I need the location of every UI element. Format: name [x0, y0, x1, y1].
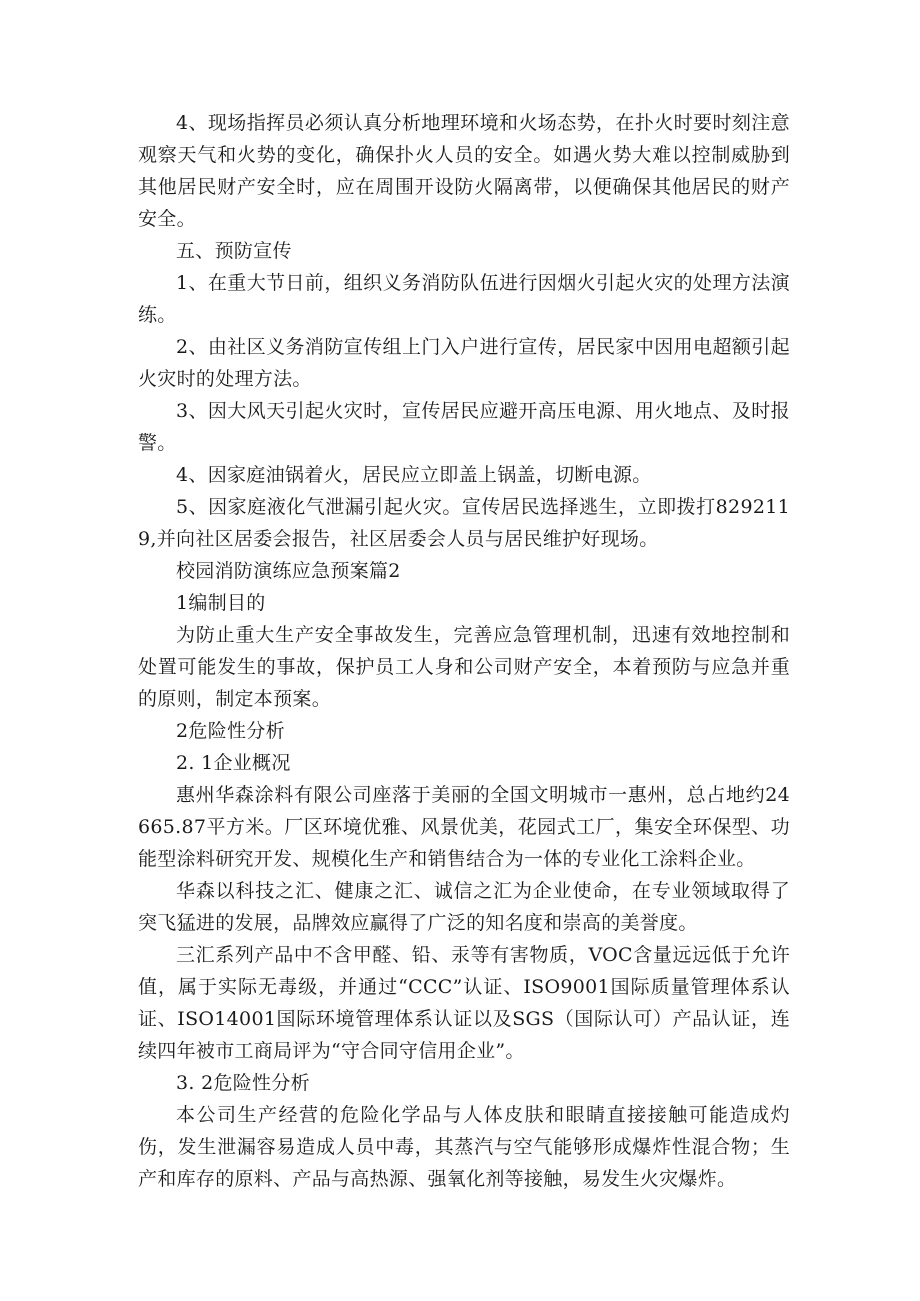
paragraph-door-to-door-publicity: 2、由社区义务消防宣传组上门入户进行宣传，居民家中因用电超额引起火灾时的处理方法。	[138, 336, 790, 390]
paragraph-gas-leak: 5、因家庭液化气泄漏引起火灾。宣传居民选择逃生，立即拨打8292119,并向社区居委会报告，社区居委会人员与居民维护好现场。	[138, 496, 790, 550]
heading-emergency-plan-2: 校园消防演练应急预案篇2	[176, 560, 401, 582]
heading-prevention-publicity: 五、预防宣传	[176, 240, 292, 262]
heading-hazard-analysis: 3. 2危险性分析	[176, 1072, 310, 1094]
paragraph-windy-weather: 3、因大风天引起火灾时，宣传居民应避开高压电源、用火地点、及时报警。	[138, 400, 790, 454]
paragraph-purpose: 为防止重大生产安全事故发生，完善应急管理机制，迅速有效地控制和处置可能发生的事故，保护员工人身和公司财产安全，本着预防与应急并重的原则，制定本预案。	[138, 624, 790, 710]
paragraph-company-mission: 华森以科技之汇、健康之汇、诚信之汇为企业使命，在专业领域取得了突飞猛进的发展，品牌效应赢得了广泛的知名度和崇高的美誉度。	[138, 880, 790, 934]
paragraph-holiday-drill: 1、在重大节日前，组织义务消防队伍进行因烟火引起火灾的处理方法演练。	[138, 272, 790, 326]
paragraph-product-certification: 三汇系列产品中不含甲醛、铅、汞等有害物质，VOC含量远远低于允许值，属于实际无毒级，并通过“CCC”认证、ISO9001国际质量管理体系认证、ISO14001国际环境管理体系认证以及SGS（国际认可）产品认证，连续四年被市工商局评为“守合同守信用企业”。	[138, 944, 790, 1062]
paragraph-oil-pan-fire: 4、因家庭油锅着火，居民应立即盖上锅盖，切断电源。	[176, 464, 652, 486]
document-body	[138, 107, 790, 1195]
heading-purpose: 1编制目的	[176, 592, 266, 614]
paragraph-company-location: 惠州华森涂料有限公司座落于美丽的全国文明城市一惠州，总占地约24665.87平方米。厂区环境优雅、风景优美，花园式工厂，集安全环保型、功能型涂料研究开发、规模化生产和销售结合为一体的专业化工涂料企业。	[138, 784, 790, 870]
paragraph-hazard-details: 本公司生产经营的危险化学品与人体皮肤和眼睛直接接触可能造成灼伤，发生泄漏容易造成人员中毒，其蒸汽与空气能够形成爆炸性混合物；生产和库存的原料、产品与高热源、强氧化剂等接触，易发生火灾爆炸。	[138, 1104, 790, 1190]
paragraph-field-commander-safety: 4、现场指挥员必须认真分析地理环境和火场态势，在扑火时要时刻注意观察天气和火势的变化，确保扑火人员的安全。如遇火势大难以控制威胁到其他居民财产安全时，应在周围开设防火隔离带，以便确保其他居民的财产安全。	[138, 112, 790, 230]
heading-company-overview: 2. 1企业概况	[176, 752, 291, 774]
heading-risk-analysis: 2危险性分析	[176, 720, 285, 742]
